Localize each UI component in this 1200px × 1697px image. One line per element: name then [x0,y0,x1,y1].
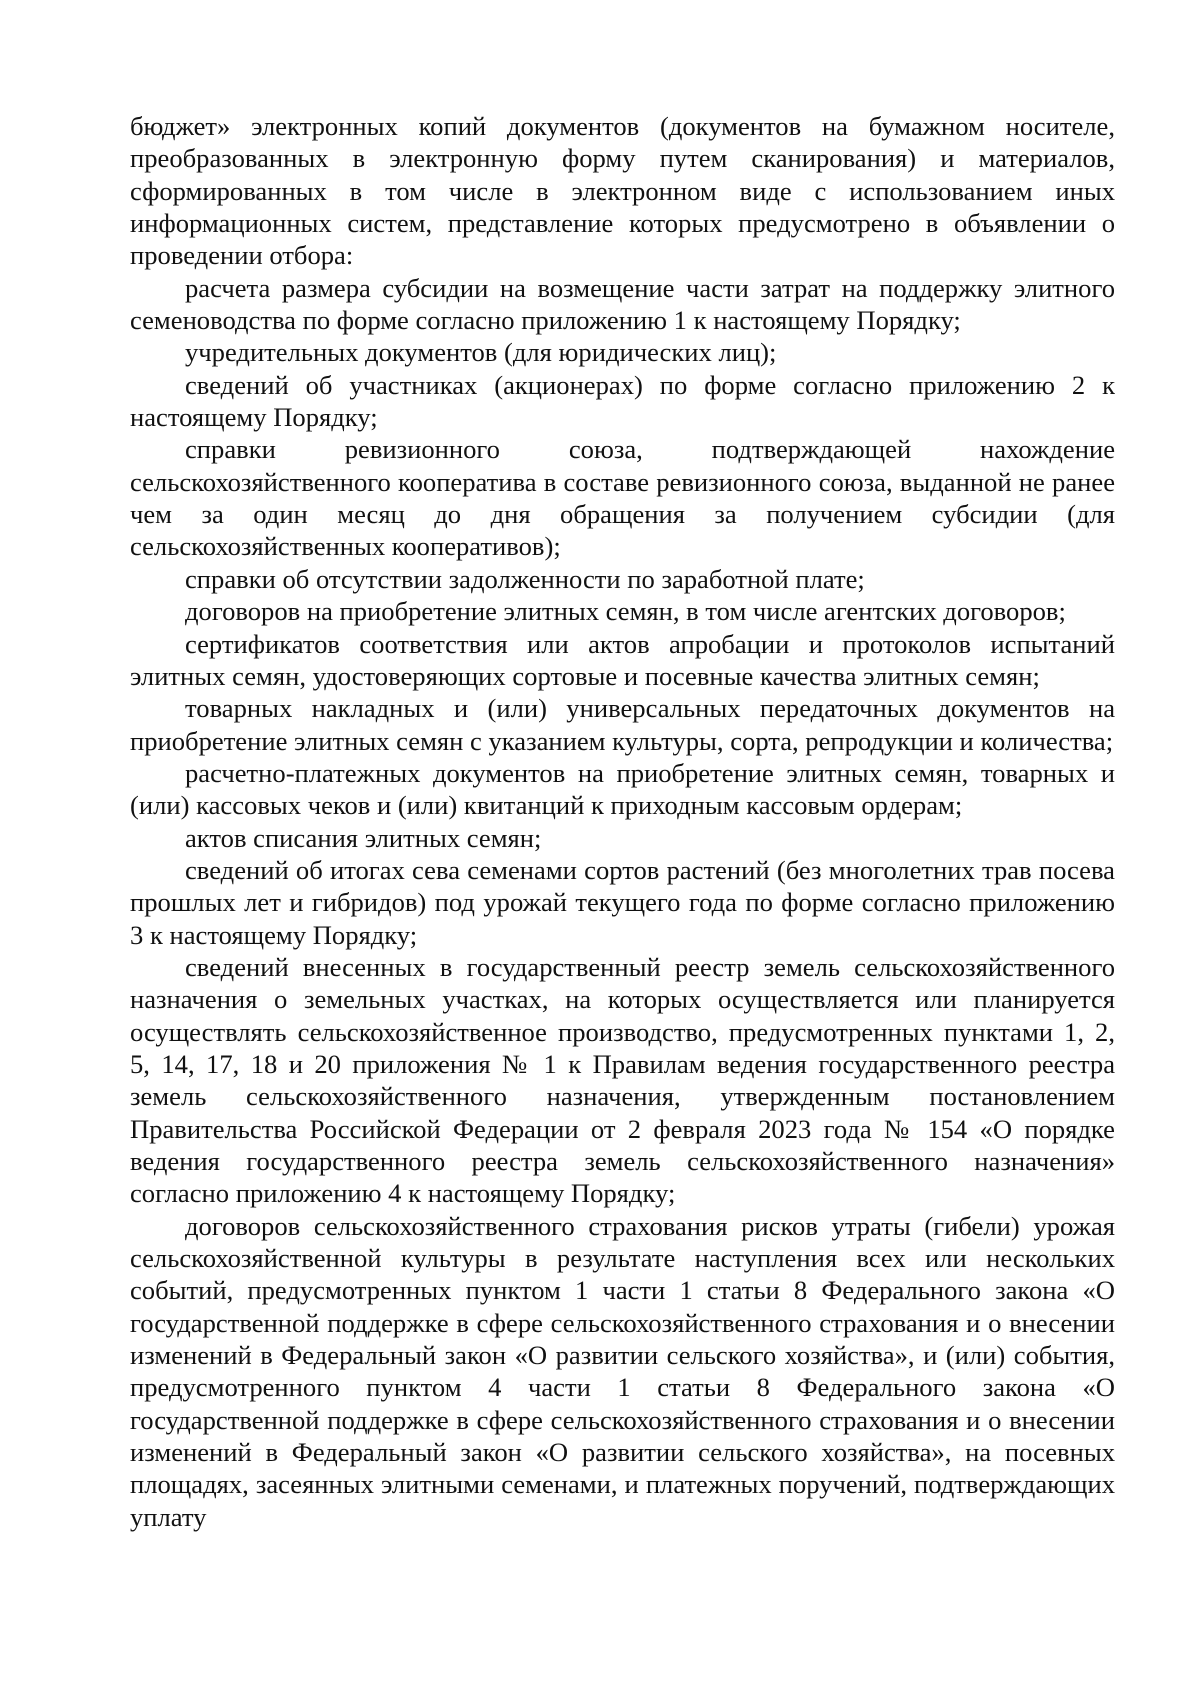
list-item-no-wage-debt-certificate: справки об отсутствии задолженности по заработной плате; [185,563,865,594]
list-item-seed-purchase-contracts: договоров на приобретение элитных семян, в том числе агентских договоров; [185,596,1066,627]
list-item-subsidy-calculation: расчета размера субсидии на возмещение части затрат на поддержку элитного семеноводства по форме согласно приложению 1 к настоящему Порядку; [130,272,1115,336]
paragraph-continuation: бюджет» электронных копий документов (документов на бумажном носителе, преобразованных в электронную форму путем сканирования) и материалов, сформированных в том числе в электронном виде с использованием иных информационных систем, представление которых предусмотрено в объявлении о проведении отбора: [130,111,1115,271]
list-item-sowing-results: сведений об итогах сева семенами сортов растений (без многолетних трав посева прошлых лет и гибридов) под урожай текущего года по форме согласно приложению 3 к настоящему Порядку; [130,854,1115,950]
list-item-land-registry-info: сведений внесенных в государственный реестр земель сельскохозяйственного назначения о земельных участках, на которых осуществляется или планируется осуществлять сельскохозяйственное производство, предусмотренных пунктами 1, 2, 5, 14, 17, 18 и 20 приложения № 1 к Правилам ведения государственного реестра земель сельскохозяйственного назначения, утвержденным постановлением Правительства Российской Федерации от 2 февраля 2023 года № 154 «О порядке ведения государственного реестра земель сельскохозяйственного назначения» согласно приложению 4 к настоящему Порядку; [130,951,1115,1209]
list-item-conformity-certificates: сертификатов соответствия или актов апробации и протоколов испытаний элитных семян, удостоверяющих сортовые и посевные качества элитных семян; [130,628,1115,691]
list-item-audit-union-certificate: справки ревизионного союза, подтверждающей нахождение сельскохозяйственного кооператива в составе ревизионного союза, выданной не ранее чем за один месяц до дня обращения за получением субсидии (для сельскохозяйственных кооперативов); [130,434,1115,562]
document-page [130,110,1115,1670]
list-item-payment-documents: расчетно-платежных документов на приобретение элитных семян, товарных и (или) кассовых чеков и (или) квитанций к приходным кассовым ордерам; [130,757,1115,821]
list-item-shareholders-info: сведений об участниках (акционерах) по форме согласно приложению 2 к настоящему Порядку; [130,369,1115,433]
list-item-founding-documents: учредительных документов (для юридических лиц); [185,337,777,368]
list-item-consignment-notes: товарных накладных и (или) универсальных передаточных документов на приобретение элитных семян с указанием культуры, сорта, репродукции и количества; [130,693,1115,756]
list-item-insurance-contracts: договоров сельскохозяйственного страхования рисков утраты (гибели) урожая сельскохозяйственной культуры в результате наступления всех или нескольких событий, предусмотренных пунктом 1 части 1 статьи 8 Федерального закона «О государственной поддержке в сфере сельскохозяйственного страхования и о внесении изменений в Федеральный закон «О развитии сельского хозяйства», и (или) события, предусмотренного пунктом 4 части 1 статьи 8 Федерального закона «О государственной поддержке в сфере сельскохозяйственного страхования и о внесении изменений в Федеральный закон «О развитии сельского хозяйства», на посевных площадях, засеянных элитными семенами, и платежных поручений, подтверждающих уплату [130,1210,1115,1532]
list-item-write-off-acts: актов списания элитных семян; [185,822,542,853]
